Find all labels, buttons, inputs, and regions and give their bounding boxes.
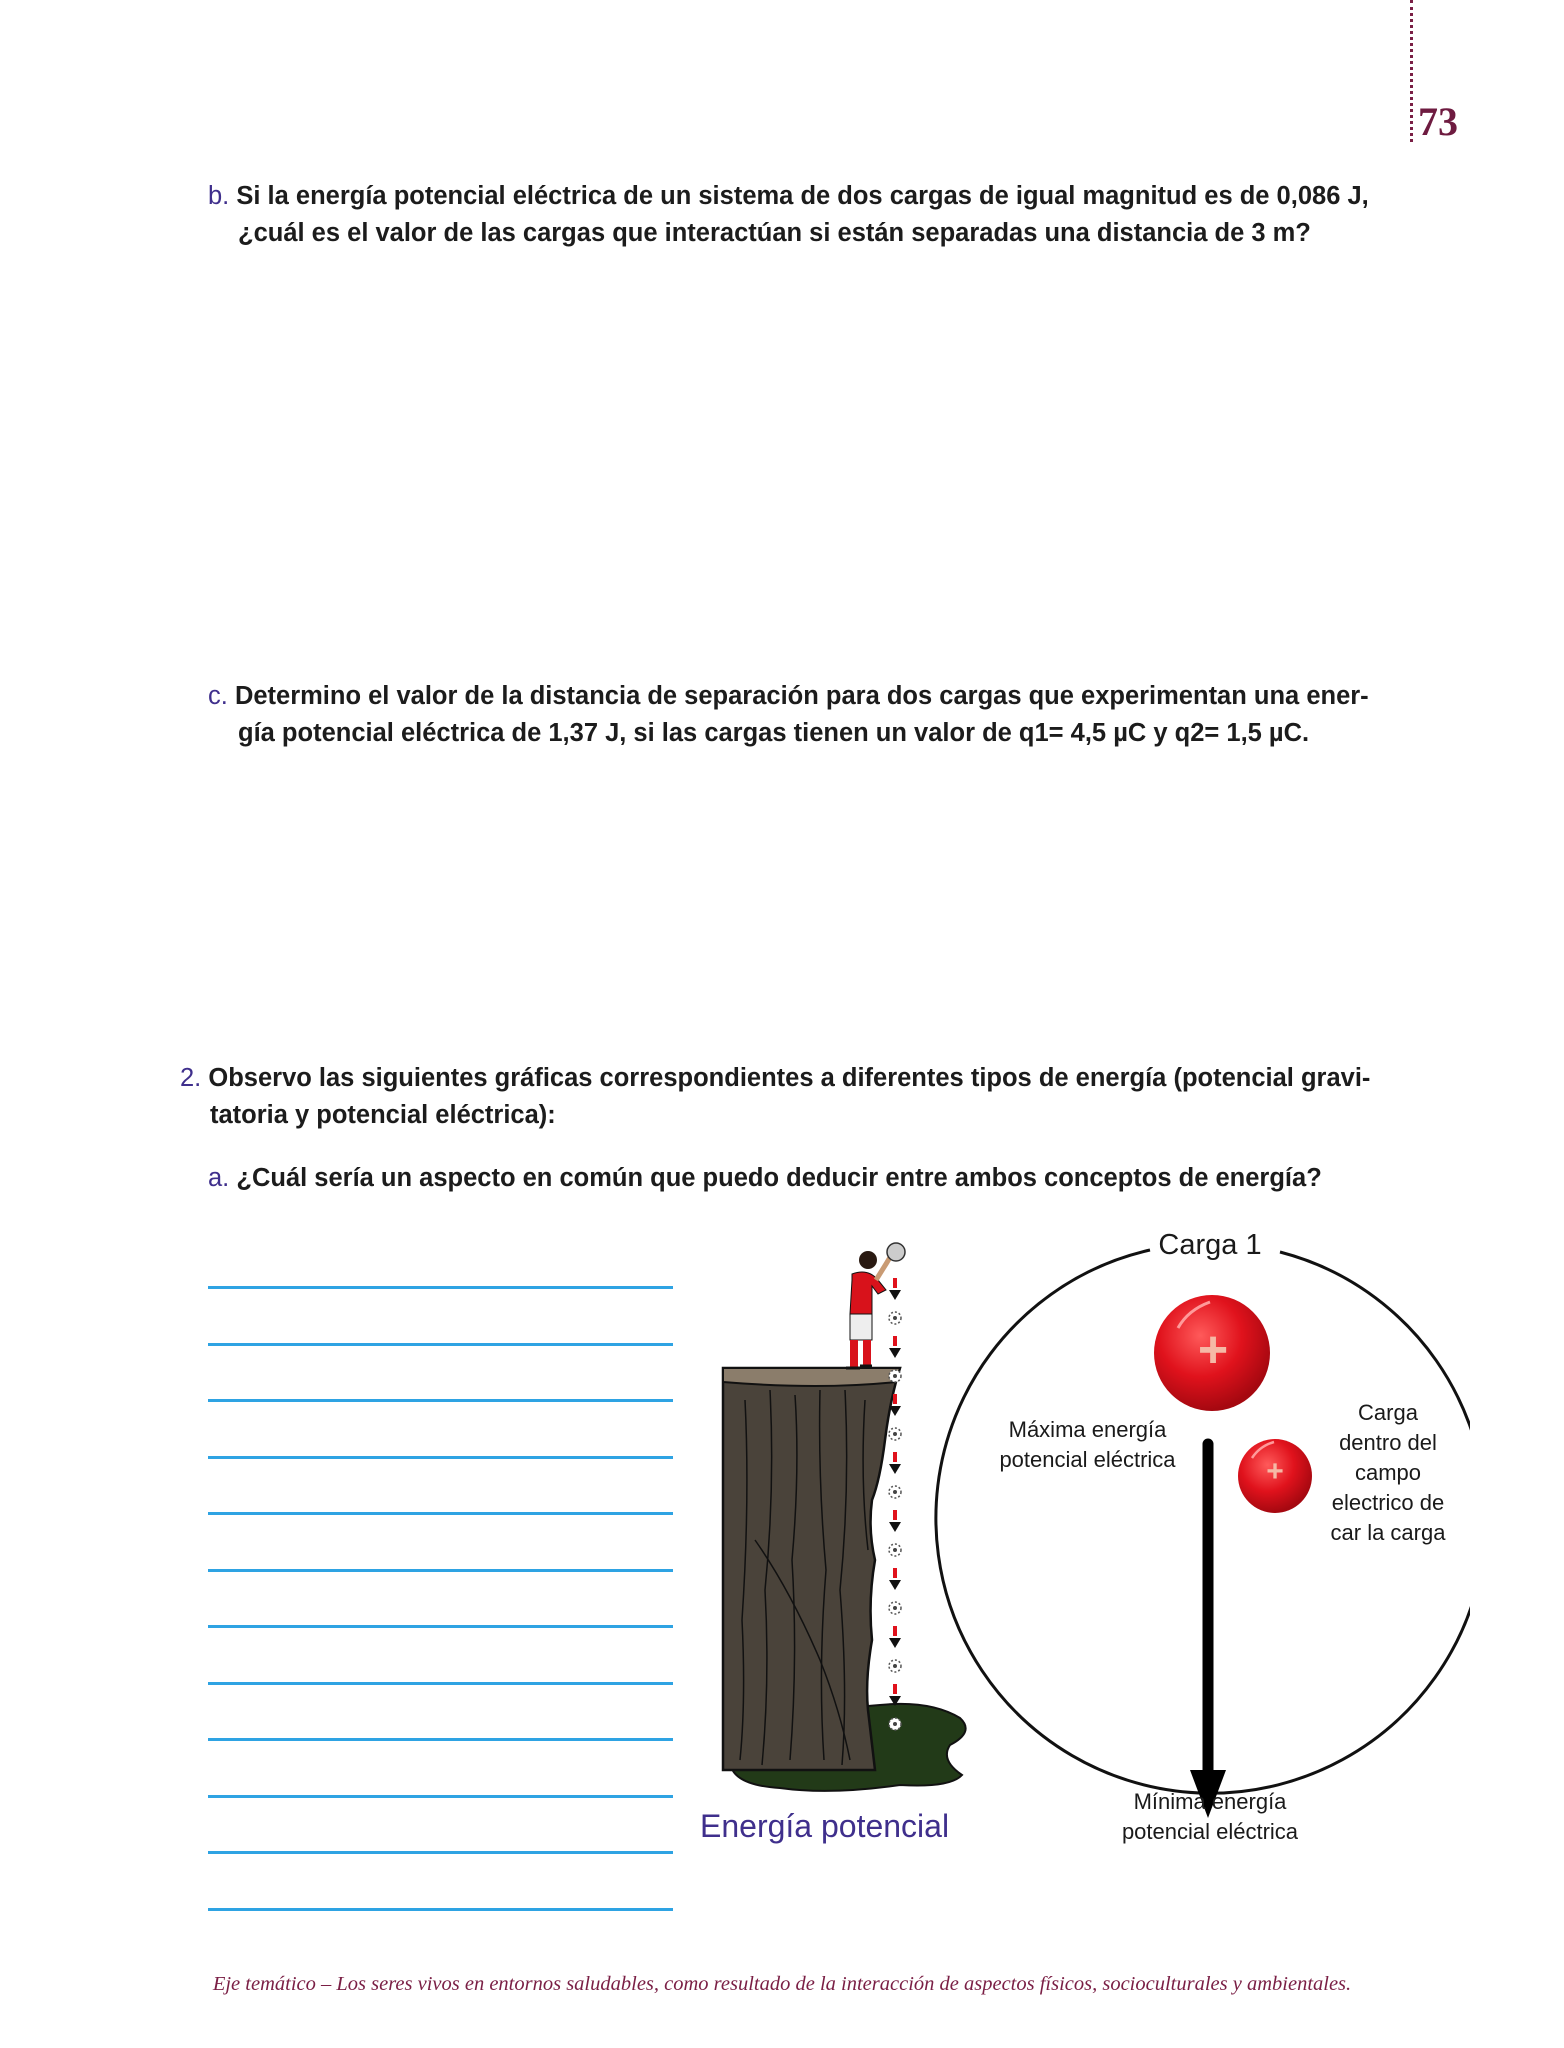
trajectory-dash xyxy=(893,1336,897,1346)
test-charge-line4: electrico de xyxy=(1331,1490,1445,1515)
test-charge-line3: campo xyxy=(1354,1460,1422,1485)
test-charge-label xyxy=(1318,1398,1458,1548)
trajectory-dash xyxy=(893,1278,897,1288)
max-energy-line1: Máxima energía xyxy=(1008,1417,1167,1442)
question-2-line2: tatoria y potencial eléctrica): xyxy=(210,1101,556,1129)
question-2a-marker: a. xyxy=(208,1164,230,1192)
trajectory-dash xyxy=(893,1626,897,1636)
min-energy-line2: potencial eléctrica xyxy=(1121,1819,1299,1844)
trajectory-dash xyxy=(893,1510,897,1520)
charge-1-plus-symbol: + xyxy=(1197,1321,1229,1379)
answer-line[interactable] xyxy=(208,1512,673,1515)
down-arrow-icon xyxy=(889,1290,901,1300)
min-energy-label xyxy=(1095,1787,1325,1847)
answer-line[interactable] xyxy=(208,1286,673,1289)
question-c-line1: Determino el valor de la distancia de separación para dos cargas que experimentan una ener- xyxy=(234,682,1369,710)
down-arrow-icon xyxy=(889,1580,901,1590)
question-c-marker: c. xyxy=(208,682,228,710)
down-arrow-icon xyxy=(889,1406,901,1416)
answer-line[interactable] xyxy=(208,1682,673,1685)
test-charge-line2: dentro del xyxy=(1339,1430,1437,1455)
down-arrow-icon xyxy=(889,1464,901,1474)
question-b-line2: ¿cuál es el valor de las cargas que interactúan si están separadas una distancia de 3 m? xyxy=(238,219,1311,247)
question-b-line1: Si la energía potencial eléctrica de un sistema de dos cargas de igual magnitud es de 0,086 J, xyxy=(236,182,1369,210)
test-charge-line5: car la carga xyxy=(1330,1520,1446,1545)
footer-thematic-axis: Eje temático – Los seres vivos en entornos saludables, como resultado de la interacción de aspectos físicos, socioculturales y ambientales. xyxy=(212,1973,1352,1995)
margin-dotted-rule xyxy=(1410,0,1413,142)
question-2a xyxy=(208,1160,1438,1197)
trajectory-dash xyxy=(893,1394,897,1404)
question-b xyxy=(208,178,1438,252)
gravity-figure-caption: Energía potencial xyxy=(700,1808,950,1844)
down-arrow-icon xyxy=(889,1638,901,1648)
question-2a-line1: ¿Cuál sería un aspecto en común que puedo deducir entre ambos conceptos de energía? xyxy=(236,1164,1322,1192)
down-arrow-icon xyxy=(889,1522,901,1532)
fall-trajectory xyxy=(889,1278,901,1730)
trajectory-dash xyxy=(893,1452,897,1462)
test-charge-plus-symbol: + xyxy=(1266,1455,1284,1488)
test-charge-line1: Carga xyxy=(1358,1400,1418,1425)
cliff-top xyxy=(723,1368,900,1386)
answer-line[interactable] xyxy=(208,1343,673,1346)
question-c-line2: gía potencial eléctrica de 1,37 J, si las cargas tienen un valor de q1= 4,5 µC y q2= 1,5 µC. xyxy=(238,719,1310,747)
answer-line[interactable] xyxy=(208,1795,673,1798)
question-b-marker: b. xyxy=(208,182,230,210)
answer-line[interactable] xyxy=(208,1569,673,1572)
max-energy-line2: potencial eléctrica xyxy=(999,1447,1176,1472)
question-c xyxy=(208,678,1438,752)
trajectory-dash xyxy=(893,1684,897,1694)
min-energy-line1: Mínima energía xyxy=(1133,1789,1287,1814)
trajectory-dash xyxy=(893,1568,897,1578)
answer-line[interactable] xyxy=(208,1399,673,1402)
question-2-line1: Observo las siguientes gráficas correspondientes a diferentes tipos de energía (potencial gravi- xyxy=(208,1064,1371,1092)
answer-line[interactable] xyxy=(208,1456,673,1459)
max-energy-label xyxy=(980,1415,1195,1475)
answer-line[interactable] xyxy=(208,1851,673,1854)
question-2 xyxy=(180,1060,1440,1134)
down-arrow-icon xyxy=(889,1348,901,1358)
answer-line[interactable] xyxy=(208,1738,673,1741)
answer-line[interactable] xyxy=(208,1908,673,1911)
question-2-marker: 2. xyxy=(180,1064,202,1092)
charge-1-title: Carga 1 xyxy=(1158,1229,1262,1261)
answer-line[interactable] xyxy=(208,1625,673,1628)
page-number: 73 xyxy=(1418,99,1458,144)
